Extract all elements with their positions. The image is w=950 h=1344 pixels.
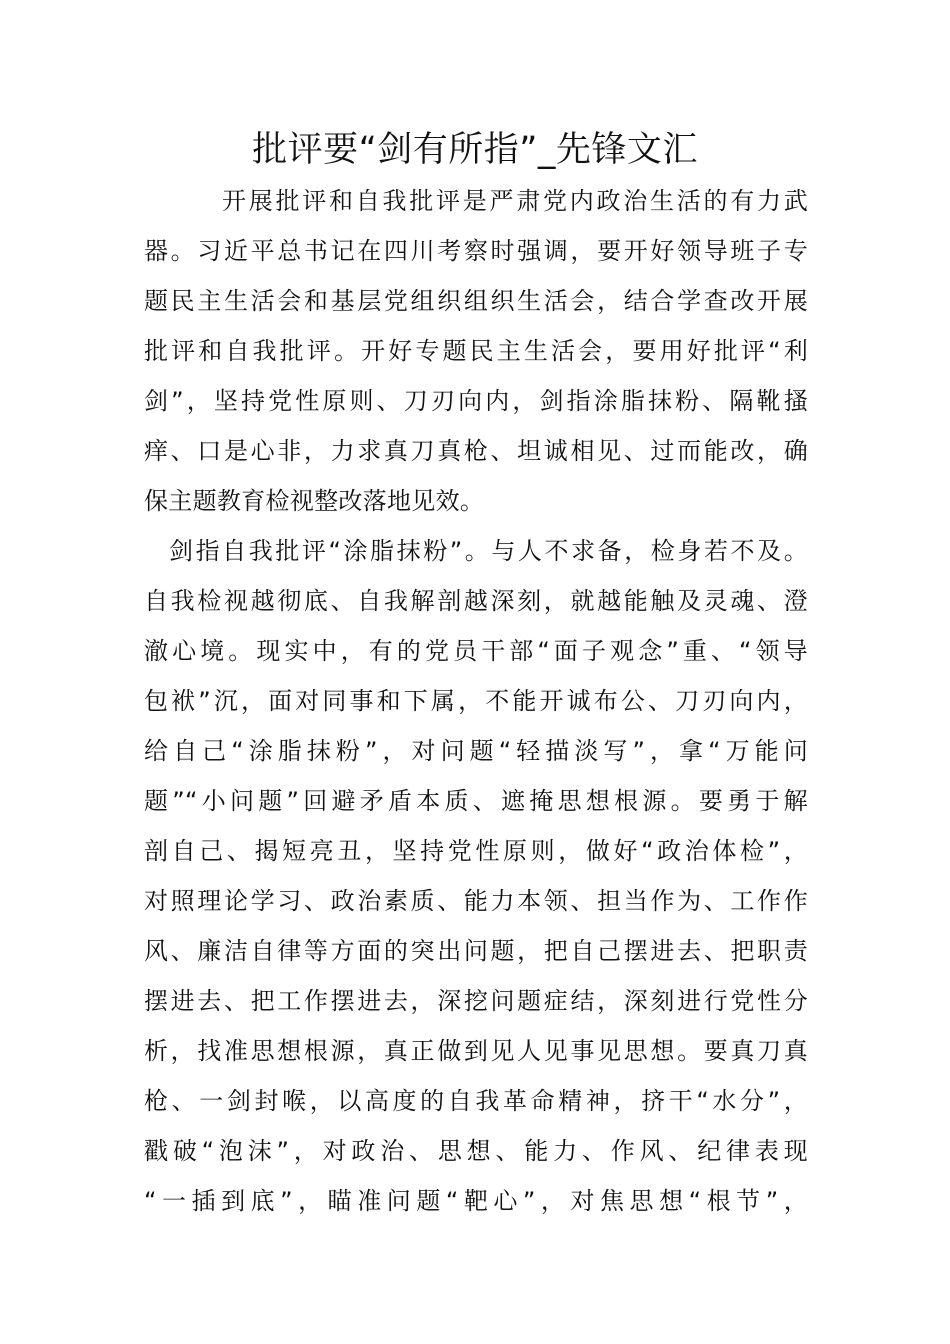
paragraph-line: 对照理论学习、政治素质、能力本领、担当作为、工作作 [144, 887, 808, 915]
paragraph-line: 剖自己、揭短亮丑，坚持党性原则，做好“政治体检”， [144, 837, 808, 865]
paragraph-line: 批评和自我批评。开好专题民主生活会，要用好批评“利 [144, 337, 808, 365]
paragraph-line: 开展批评和自我批评是严肃党内政治生活的有力武 [222, 187, 808, 215]
document-body [144, 176, 808, 1226]
paragraph-line: 戳破“泡沫”，对政治、思想、能力、作风、纪律表现 [144, 1137, 808, 1165]
paragraph-line: 题民主生活会和基层党组织组织生活会，结合学查改开展 [144, 287, 808, 315]
paragraph-line: 澈心境。现实中，有的党员干部“面子观念”重、“领导 [144, 637, 808, 665]
paragraph-line: 风、廉洁自律等方面的突出问题，把自己摆进去、把职责 [144, 937, 808, 965]
paragraph-line: 给自己“涂脂抹粉”，对问题“轻描淡写”，拿“万能问 [144, 737, 808, 765]
paragraph-line: 包袱”沉，面对同事和下属，不能开诚布公、刀刃向内， [144, 687, 808, 715]
paragraph-line: 器。习近平总书记在四川考察时强调，要开好领导班子专 [144, 237, 808, 265]
document-title: 批评要“剑有所指”_先锋文汇 [252, 130, 698, 170]
paragraph-line: 剑”，坚持党性原则、刀刃向内，剑指涂脂抹粉、隔靴搔 [144, 387, 808, 415]
paragraph-line: 摆进去、把工作摆进去，深挖问题症结，深刻进行党性分 [144, 987, 808, 1015]
paragraph-1 [144, 176, 808, 526]
paragraph-line: 保主题教育检视整改落地见效。 [144, 487, 485, 515]
paragraph-line: 题”“小问题”回避矛盾本质、遮掩思想根源。要勇于解 [144, 787, 808, 815]
paragraph-line: 痒、口是心非，力求真刀真枪、坦诚相见、过而能改，确 [144, 437, 808, 465]
paragraph-line: 枪、一剑封喉，以高度的自我革命精神，挤干“水分”， [144, 1087, 808, 1115]
paragraph-line: 析，找准思想根源，真正做到见人见事见思想。要真刀真 [144, 1037, 808, 1065]
paragraph-line: 剑指自我批评“涂脂抹粉”。与人不求备，检身若不及。 [169, 537, 808, 565]
paragraph-line: 自我检视越彻底、自我解剖越深刻，就越能触及灵魂、澄 [144, 587, 808, 615]
paragraph-2 [144, 526, 808, 1226]
paragraph-line: “一插到底”，瞄准问题“靶心”，对焦思想“根节”， [144, 1187, 808, 1215]
